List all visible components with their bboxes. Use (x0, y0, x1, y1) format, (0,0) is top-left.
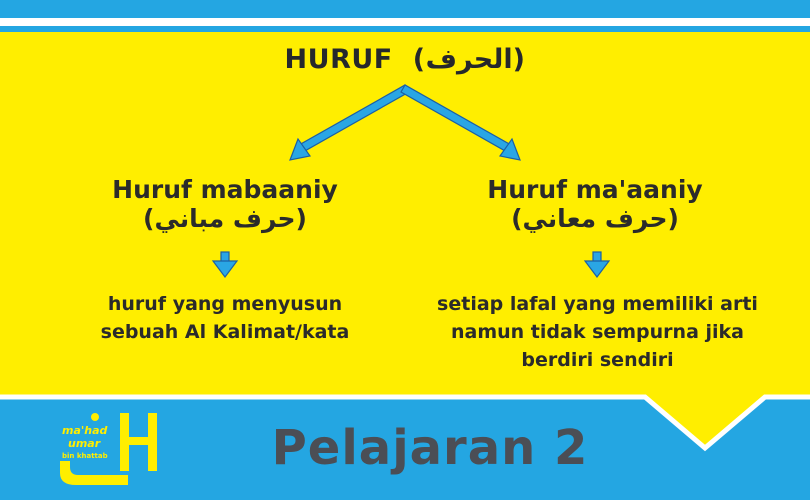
right-description-line: setiap lafal yang memiliki arti (437, 293, 758, 315)
right-node (460, 175, 730, 233)
logo-dot (91, 413, 99, 421)
left-description-line: sebuah Al Kalimat/kata (100, 321, 350, 343)
logo-crossbar (120, 437, 157, 445)
footer-title: Pelajaran 2 (271, 420, 589, 476)
right-description (420, 290, 775, 374)
right-description-line: berdiri sendiri (521, 349, 674, 371)
right-node-label: Huruf ma'aaniy (487, 175, 703, 204)
logo-text-1: ma'had (62, 424, 108, 437)
logo-text-2: umar (68, 437, 101, 450)
right-node-arabic: (حرف معاني) (511, 204, 679, 233)
left-description (65, 290, 385, 346)
root-label: HURUF (284, 44, 393, 75)
mahad-logo (52, 407, 167, 489)
root-node (0, 44, 810, 75)
logo-hook (60, 461, 128, 485)
left-node-arabic: (حرف مباني) (143, 204, 307, 233)
root-arabic: (الحرف) (412, 44, 526, 75)
left-node (90, 175, 360, 233)
left-description-line: huruf yang menyusun (107, 293, 343, 315)
right-description-line: namun tidak sempurna jika (450, 321, 744, 343)
left-node-label: Huruf mabaaniy (112, 175, 338, 204)
logo-text-3: bin khattab (62, 452, 108, 460)
